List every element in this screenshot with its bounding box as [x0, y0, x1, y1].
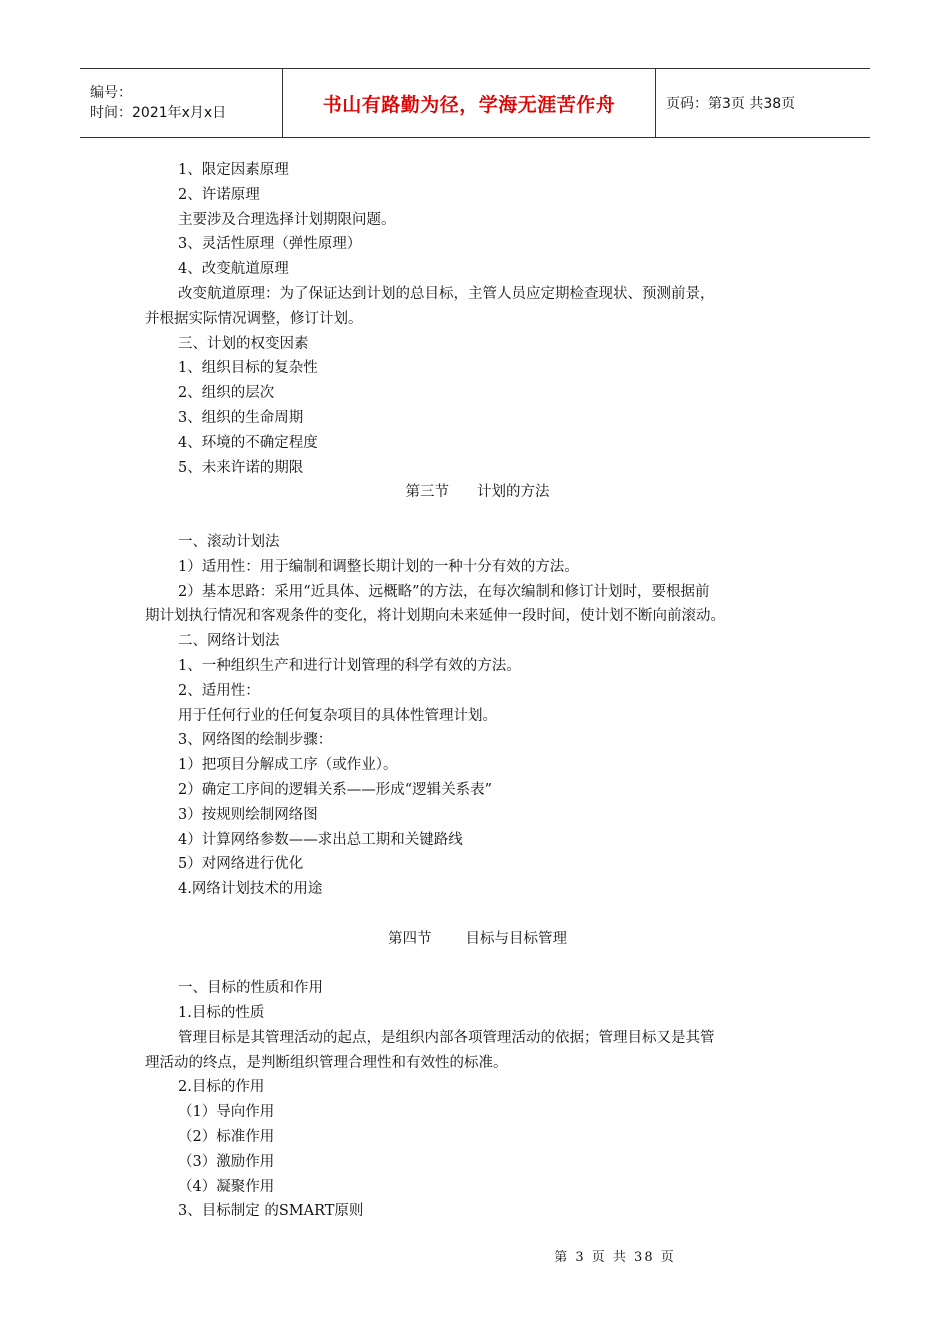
paragraph-line: （4）凝聚作用	[178, 1178, 275, 1195]
paragraph-line: 主要涉及合理选择计划期限问题。	[178, 211, 396, 228]
paragraph-line: 2）确定工序间的逻辑关系——形成“逻辑关系表”	[178, 781, 493, 798]
paragraph-line: 用于任何行业的任何复杂项目的具体性管理计划。	[178, 707, 497, 724]
section-title: 计划的方法	[477, 484, 550, 501]
blank-line	[145, 952, 810, 977]
paragraph-line: 2、组织的层次	[178, 385, 275, 402]
header-page-cell	[656, 69, 870, 137]
section-number: 第三节	[405, 484, 449, 501]
section-number: 第四节	[388, 930, 432, 947]
paragraph-line: （1）导向作用	[178, 1104, 275, 1121]
blank-line	[145, 505, 810, 530]
paragraph-line: 1）适用性：用于编制和调整长期计划的一种十分有效的方法。	[178, 558, 579, 575]
paragraph-line: 一、目标的性质和作用	[178, 980, 323, 997]
paragraph-line: 3、灵活性原理（弹性原理）	[178, 236, 362, 253]
paragraph-line: 一、滚动计划法	[178, 533, 280, 550]
paragraph-line: 2、适用性：	[178, 682, 260, 699]
paragraph-line: 4.网络计划技术的用途	[178, 881, 323, 898]
paragraph-line: 4）计算网络参数——求出总工期和关键路线	[178, 831, 463, 848]
paragraph-line: 理活动的终点，是判断组织管理合理性和有效性的标准。	[145, 1054, 508, 1071]
paragraph-line: 3、组织的生命周期	[178, 409, 304, 426]
paragraph-line: 改变航道原理：为了保证达到计划的总目标，主管人员应定期检查现状、预测前景，	[178, 285, 715, 302]
date-label: 时间：2021年x月x日	[90, 105, 227, 121]
paragraph-line: 二、网络计划法	[178, 633, 280, 650]
paragraph-line: 2.目标的作用	[178, 1079, 265, 1096]
paragraph-line: 1.目标的性质	[178, 1005, 265, 1022]
section-heading	[145, 927, 810, 952]
paragraph-line: 5）对网络进行优化	[178, 856, 304, 873]
paragraph-line: （3）激励作用	[178, 1153, 275, 1170]
paragraph-line: 并根据实际情况调整，修订计划。	[145, 310, 363, 327]
paragraph-line: 1）把项目分解成工序（或作业）。	[178, 757, 398, 774]
paragraph-line: 3、目标制定 的SMART原则	[178, 1203, 364, 1220]
paragraph-line: 1、限定因素原理	[178, 162, 289, 178]
page-info: 页码：第3页 共38页	[666, 96, 796, 112]
paragraph-line: 1、一种组织生产和进行计划管理的科学有效的方法。	[178, 657, 521, 674]
paragraph-line: 2、许诺原理	[178, 186, 260, 203]
paragraph-line: 期计划执行情况和客观条件的变化，将计划期向未来延伸一段时间，使计划不断向前滚动。	[145, 608, 725, 625]
paragraph-line: 3）按规则绘制网络图	[178, 806, 318, 823]
serial-label: 编号：	[90, 85, 132, 101]
header-motto-cell	[282, 69, 656, 137]
section-title: 目标与目标管理	[465, 930, 567, 947]
paragraph-line: 三、计划的权变因素	[178, 335, 309, 352]
paragraph-line: 2）基本思路：采用“近具体、远概略”的方法，在每次编制和修订计划时，要根据前	[178, 583, 710, 600]
header-meta	[80, 69, 282, 137]
page-header	[80, 68, 870, 138]
paragraph-line: 1、组织目标的复杂性	[178, 360, 318, 377]
paragraph-line: 4、改变航道原理	[178, 261, 289, 278]
paragraph-line: （2）标准作用	[178, 1129, 275, 1146]
motto: 书山有路勤为径，学海无涯苦作舟	[322, 93, 616, 116]
page-footer: 第 3 页 共 38 页	[554, 1250, 676, 1265]
blank-line	[145, 902, 810, 927]
document-body	[145, 158, 810, 1224]
paragraph-line: 4、环境的不确定程度	[178, 434, 318, 451]
section-heading	[145, 480, 810, 505]
paragraph-line: 3、网络图的绘制步骤：	[178, 732, 333, 749]
paragraph-line: 5、未来许诺的期限	[178, 459, 304, 476]
paragraph-line: 管理目标是其管理活动的起点，是组织内部各项管理活动的依据；管理目标又是其管	[178, 1029, 715, 1046]
